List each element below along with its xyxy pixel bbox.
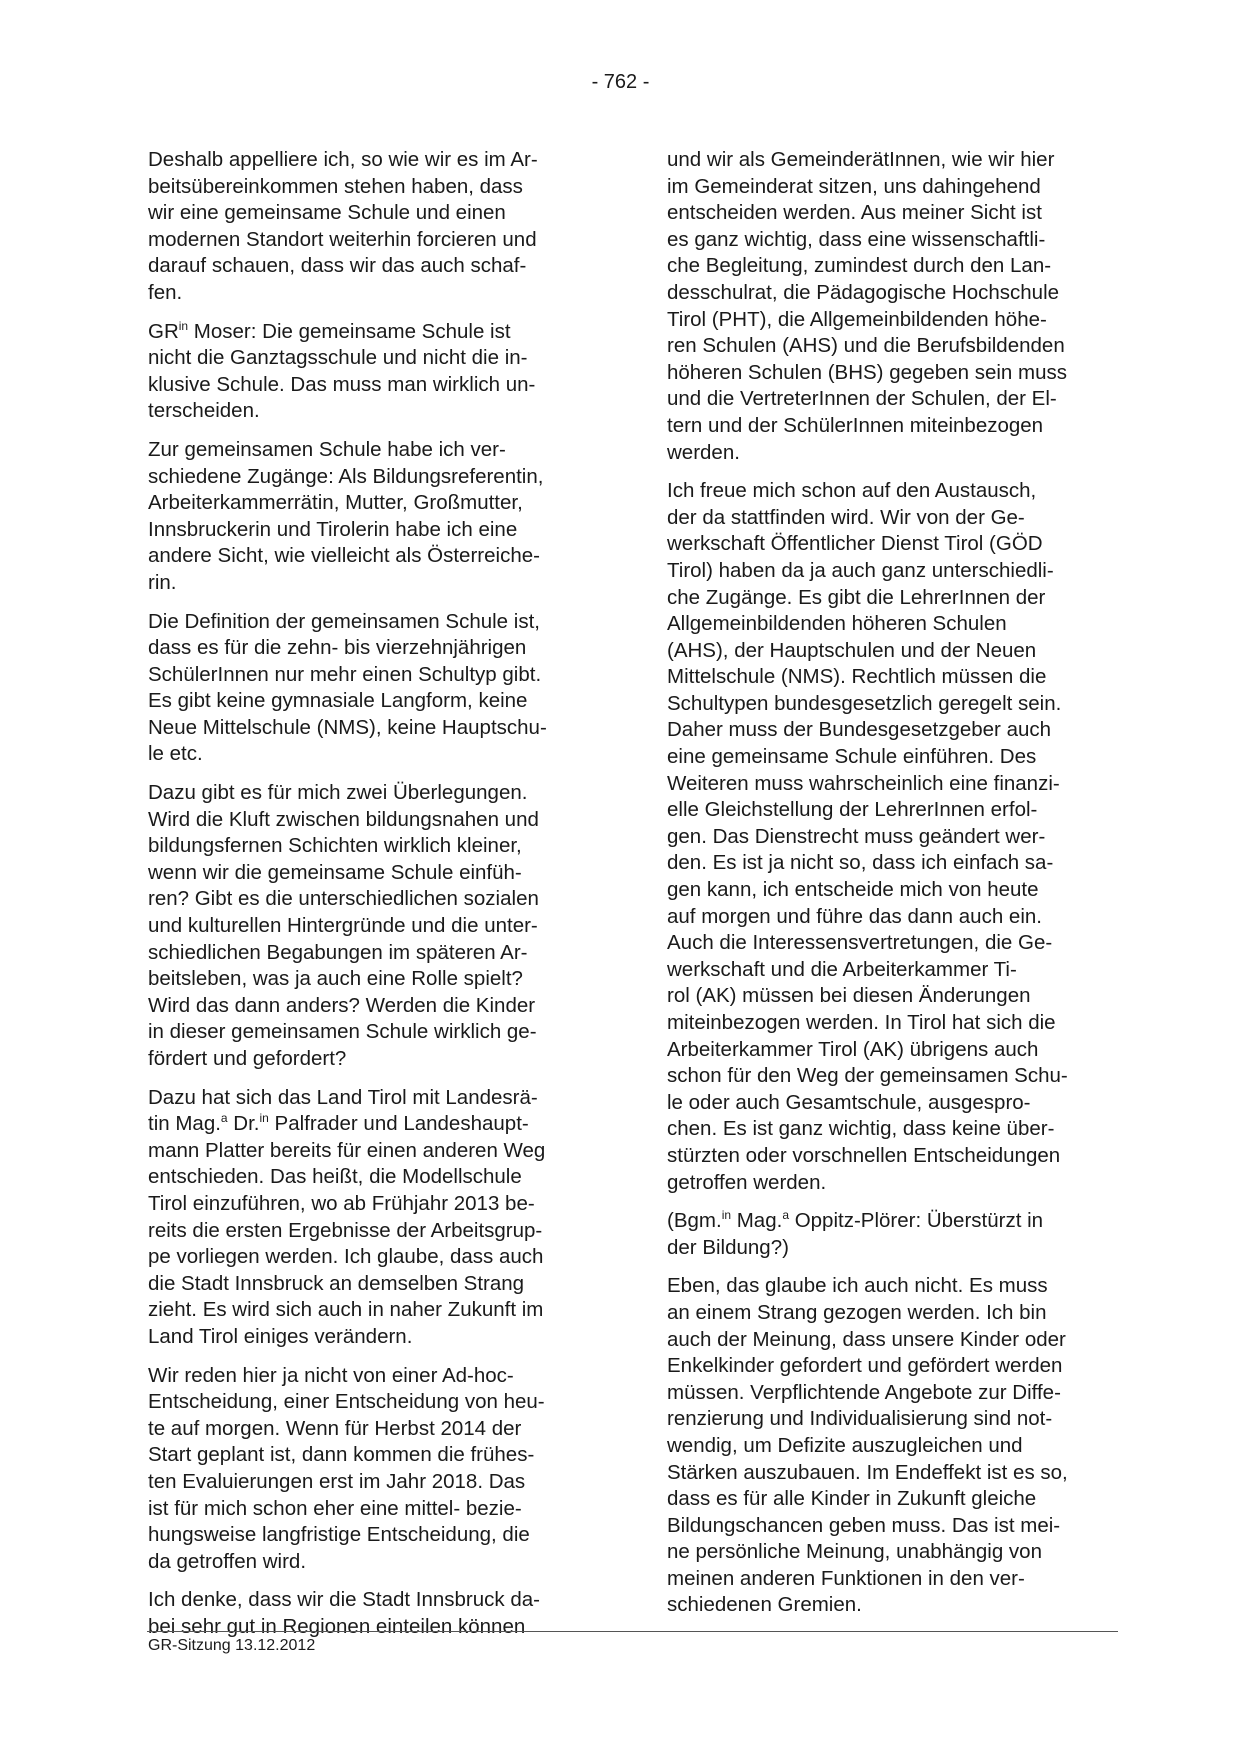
text-line: Es gibt keine gymnasiale Langform, keine: [148, 689, 528, 713]
text-line: che Zugänge. Es gibt die LehrerInnen der: [667, 585, 1046, 609]
text-line: müssen. Verpflichtende Angebote zur Diffe-: [667, 1380, 1061, 1404]
text-line: und kulturellen Hintergründe und die unter-: [148, 914, 538, 938]
paragraph: [148, 1363, 588, 1576]
text-line: die Stadt Innsbruck an demselben Strang: [148, 1271, 525, 1295]
text-line: bildungsfernen Schichten wirklich kleiner,: [148, 834, 522, 858]
paragraph: [148, 147, 588, 307]
text-line: Dazu gibt es für mich zwei Überlegungen.: [148, 781, 528, 805]
superscript: in: [178, 318, 189, 333]
speaker-title: GR: [148, 319, 179, 343]
superscript: in: [259, 1111, 269, 1126]
text-line: wenn wir die gemeinsame Schule einfüh-: [148, 860, 522, 884]
left-column: [148, 147, 588, 1652]
text-line: zieht. Es wird sich auch in naher Zukunft im: [148, 1298, 544, 1322]
text-line: Dazu hat sich das Land Tirol mit Landesrä-: [148, 1085, 538, 1109]
text-line: werkschaft und die Arbeiterkammer Ti-: [667, 957, 1017, 981]
superscript: a: [782, 1208, 789, 1223]
text-line: entscheiden werden. Aus meiner Sicht ist: [667, 201, 1042, 225]
text-line: che Begleitung, zumindest durch den Lan-: [667, 254, 1052, 278]
text-line: es ganz wichtig, dass eine wissenschaftli-: [667, 227, 1046, 251]
text-line: Ich denke, dass wir die Stadt Innsbruck da-: [148, 1588, 540, 1612]
text-line: gen kann, ich entscheide mich von heute: [667, 878, 1039, 902]
text-line: beitsübereinkommen stehen haben, dass: [148, 174, 523, 198]
text-line: Schultypen bundesgesetzlich geregelt sein.: [667, 691, 1062, 715]
text-line: Palfrader und Landeshaupt-: [268, 1112, 529, 1136]
interjection-paragraph: [667, 1208, 1107, 1261]
text-line: Daher muss der Bundesgesetzgeber auch: [667, 718, 1052, 742]
text-line: wendig, um Defizite auszugleichen und: [667, 1433, 1023, 1457]
text-line: an einem Strang gezogen werden. Ich bin: [667, 1300, 1047, 1324]
paragraph: [148, 780, 588, 1073]
text-line: elle Gleichstellung der LehrerInnen erfol-: [667, 798, 1038, 822]
text-line: Land Tirol einiges verändern.: [148, 1324, 413, 1348]
text-line: Innsbruckerin und Tirolerin habe ich eine: [148, 517, 518, 541]
text-line: schiedene Zugänge: Als Bildungsreferentin,: [148, 464, 544, 488]
text-line: werkschaft Öffentlicher Dienst Tirol (GÖD: [667, 532, 1043, 556]
text-line: Stärken auszubauen. Im Endeffekt ist es so,: [667, 1460, 1068, 1484]
speaker-name: Moser:: [188, 319, 257, 343]
footer-divider: [147, 1631, 1118, 1632]
text-line: Tirol (PHT), die Allgemeinbildenden höhe-: [667, 307, 1047, 331]
text-line: rin.: [148, 570, 177, 594]
text-line: ten Evaluierungen erst im Jahr 2018. Das: [148, 1469, 526, 1493]
text-line: Dr.: [227, 1112, 260, 1136]
text-line: tern und der SchülerInnen miteinbezogen: [667, 413, 1044, 437]
text-line: stürzten oder vorschnellen Entscheidungen: [667, 1143, 1061, 1167]
text-line: Weiteren muss wahrscheinlich eine finanzi-: [667, 771, 1060, 795]
text-line: gen. Das Dienstrecht muss geändert wer-: [667, 824, 1046, 848]
text-line: tin Mag.: [148, 1112, 221, 1136]
text-line: schon für den Weg der gemeinsamen Schu-: [667, 1064, 1068, 1088]
text-line: ren? Gibt es die unterschiedlichen sozialen: [148, 887, 539, 911]
superscript: a: [220, 1111, 228, 1126]
text-line: Eben, das glaube ich auch nicht. Es muss: [667, 1274, 1048, 1298]
text-line: da getroffen wird.: [148, 1549, 307, 1573]
text-line: höheren Schulen (BHS) gegeben sein muss: [667, 360, 1067, 384]
text-line: pe vorliegen werden. Ich glaube, dass auch: [148, 1245, 544, 1269]
text-line: reits die ersten Ergebnisse der Arbeitsgrup-: [148, 1218, 543, 1242]
page-number: - 762 -: [591, 71, 650, 93]
text-line: Deshalb appelliere ich, so wie wir es im Ar-: [148, 148, 538, 171]
text-line: bei sehr gut in Regionen einteilen können: [148, 1614, 526, 1638]
text-line: le etc.: [148, 742, 203, 766]
text-line: Arbeiterkammerrätin, Mutter, Großmutter,: [148, 491, 523, 515]
paragraph: [148, 1085, 588, 1351]
text-line: miteinbezogen werden. In Tirol hat sich die: [667, 1011, 1056, 1034]
text-line: nicht die Ganztagsschule und nicht die in-: [148, 346, 528, 370]
text-line: werden.: [667, 440, 740, 464]
text-line: desschulrat, die Pädagogische Hochschule: [667, 280, 1060, 304]
text-line: Zur gemeinsamen Schule habe ich ver-: [148, 437, 506, 461]
text-line: Die gemeinsame Schule ist: [256, 319, 511, 343]
text-line: Wir reden hier ja nicht von einer Ad-hoc-: [148, 1363, 514, 1387]
text-line: meinen anderen Funktionen in den ver-: [667, 1566, 1025, 1590]
text-line: dass es für die zehn- bis vierzehnjährigen: [148, 636, 527, 660]
text-line: terscheiden.: [148, 399, 260, 423]
text-line: Auch die Interessensvertretungen, die Ge-: [667, 931, 1053, 955]
text-line: (Bgm.: [667, 1209, 722, 1233]
text-line: (AHS), der Hauptschulen und der Neuen: [667, 638, 1037, 662]
text-line: le oder auch Gesamtschule, ausgespro-: [667, 1090, 1031, 1114]
text-line: darauf schauen, dass wir das auch schaf-: [148, 254, 527, 278]
speaker-paragraph: [148, 319, 588, 425]
text-line: den. Es ist ja nicht so, dass ich einfach sa-: [667, 851, 1054, 875]
text-line: Tirol einzuführen, wo ab Frühjahr 2013 be-: [148, 1191, 535, 1215]
text-line: ne persönliche Meinung, unabhängig von: [667, 1540, 1042, 1564]
text-line: fördert und gefordert?: [148, 1047, 347, 1070]
text-line: mann Platter bereits für einen anderen Weg: [148, 1138, 546, 1162]
text-line: wir eine gemeinsame Schule und einen: [148, 201, 506, 225]
text-line: und die VertreterInnen der Schulen, der El-: [667, 387, 1057, 411]
text-line: SchülerInnen nur mehr einen Schultyp gibt.: [148, 662, 542, 686]
text-line: ist für mich schon eher eine mittel- bezie-: [148, 1496, 522, 1520]
text-line: Arbeiterkammer Tirol (AK) übrigens auch: [667, 1037, 1039, 1061]
text-line: dass es für alle Kinder in Zukunft gleiche: [667, 1487, 1037, 1511]
paragraph: [667, 478, 1107, 1196]
text-line: im Gemeinderat sitzen, uns dahingehend: [667, 174, 1041, 198]
text-line: getroffen werden.: [667, 1170, 827, 1194]
text-line: in dieser gemeinsamen Schule wirklich ge-: [148, 1020, 537, 1044]
text-line: hungsweise langfristige Entscheidung, die: [148, 1523, 530, 1547]
text-line: der Bildung?): [667, 1235, 789, 1259]
text-line: Wird das dann anders? Werden die Kinder: [148, 993, 536, 1017]
paragraph: [148, 437, 588, 597]
right-column: [667, 147, 1107, 1631]
text-line: auch der Meinung, dass unsere Kinder oder: [667, 1327, 1066, 1351]
text-line: klusive Schule. Das muss man wirklich un-: [148, 372, 536, 396]
text-line: renzierung und Individualisierung sind not-: [667, 1407, 1053, 1431]
text-line: der da stattfinden wird. Wir von der Ge-: [667, 505, 1025, 529]
text-line: eine gemeinsame Schule einführen. Des: [667, 745, 1037, 769]
text-line: fen.: [148, 280, 183, 304]
text-line: beitsleben, was ja auch eine Rolle spielt?: [148, 967, 523, 991]
paragraph: [667, 1273, 1107, 1619]
text-line: Ich freue mich schon auf den Austausch,: [667, 479, 1037, 503]
text-line: Wird die Kluft zwischen bildungsnahen und: [148, 807, 539, 831]
text-line: ren Schulen (AHS) und die Berufsbildenden: [667, 334, 1065, 358]
text-line: Start geplant ist, dann kommen die frühes-: [148, 1443, 535, 1467]
text-line: Allgemeinbildenden höheren Schulen: [667, 612, 1007, 636]
text-line: Entscheidung, einer Entscheidung von heu-: [148, 1390, 545, 1414]
text-line: Neue Mittelschule (NMS), keine Hauptschu-: [148, 715, 547, 739]
text-line: rol (AK) müssen bei diesen Änderungen: [667, 984, 1031, 1008]
text-line: modernen Standort weiterhin forcieren und: [148, 227, 537, 251]
text-line: Mittelschule (NMS). Rechtlich müssen die: [667, 665, 1047, 689]
text-line: Tirol) haben da ja auch ganz unterschiedli-: [667, 558, 1054, 582]
superscript: in: [721, 1208, 732, 1223]
footer-text: GR-Sitzung 13.12.2012: [148, 1637, 316, 1654]
paragraph: [148, 609, 588, 769]
paragraph: [148, 1587, 588, 1640]
paragraph: [667, 147, 1107, 466]
text-line: schiedlichen Begabungen im späteren Ar-: [148, 940, 528, 964]
text-line: schiedenen Gremien.: [667, 1593, 862, 1617]
text-line: Oppitz-Plörer: Überstürzt in: [789, 1209, 1044, 1233]
text-line: Die Definition der gemeinsamen Schule ist,: [148, 609, 540, 633]
text-line: Mag.: [731, 1209, 783, 1233]
text-line: und wir als GemeinderätInnen, wie wir hier: [667, 148, 1055, 171]
text-line: Enkelkinder gefordert und gefördert werden: [667, 1354, 1063, 1378]
text-line: chen. Es ist ganz wichtig, dass keine über-: [667, 1117, 1055, 1141]
text-line: Bildungschancen geben muss. Das ist mei-: [667, 1513, 1061, 1537]
text-line: entschieden. Das heißt, die Modellschule: [148, 1165, 522, 1189]
text-line: andere Sicht, wie vielleicht als Österreiche-: [148, 544, 540, 568]
text-line: te auf morgen. Wenn für Herbst 2014 der: [148, 1416, 522, 1440]
text-line: auf morgen und führe das dann auch ein.: [667, 904, 1042, 928]
